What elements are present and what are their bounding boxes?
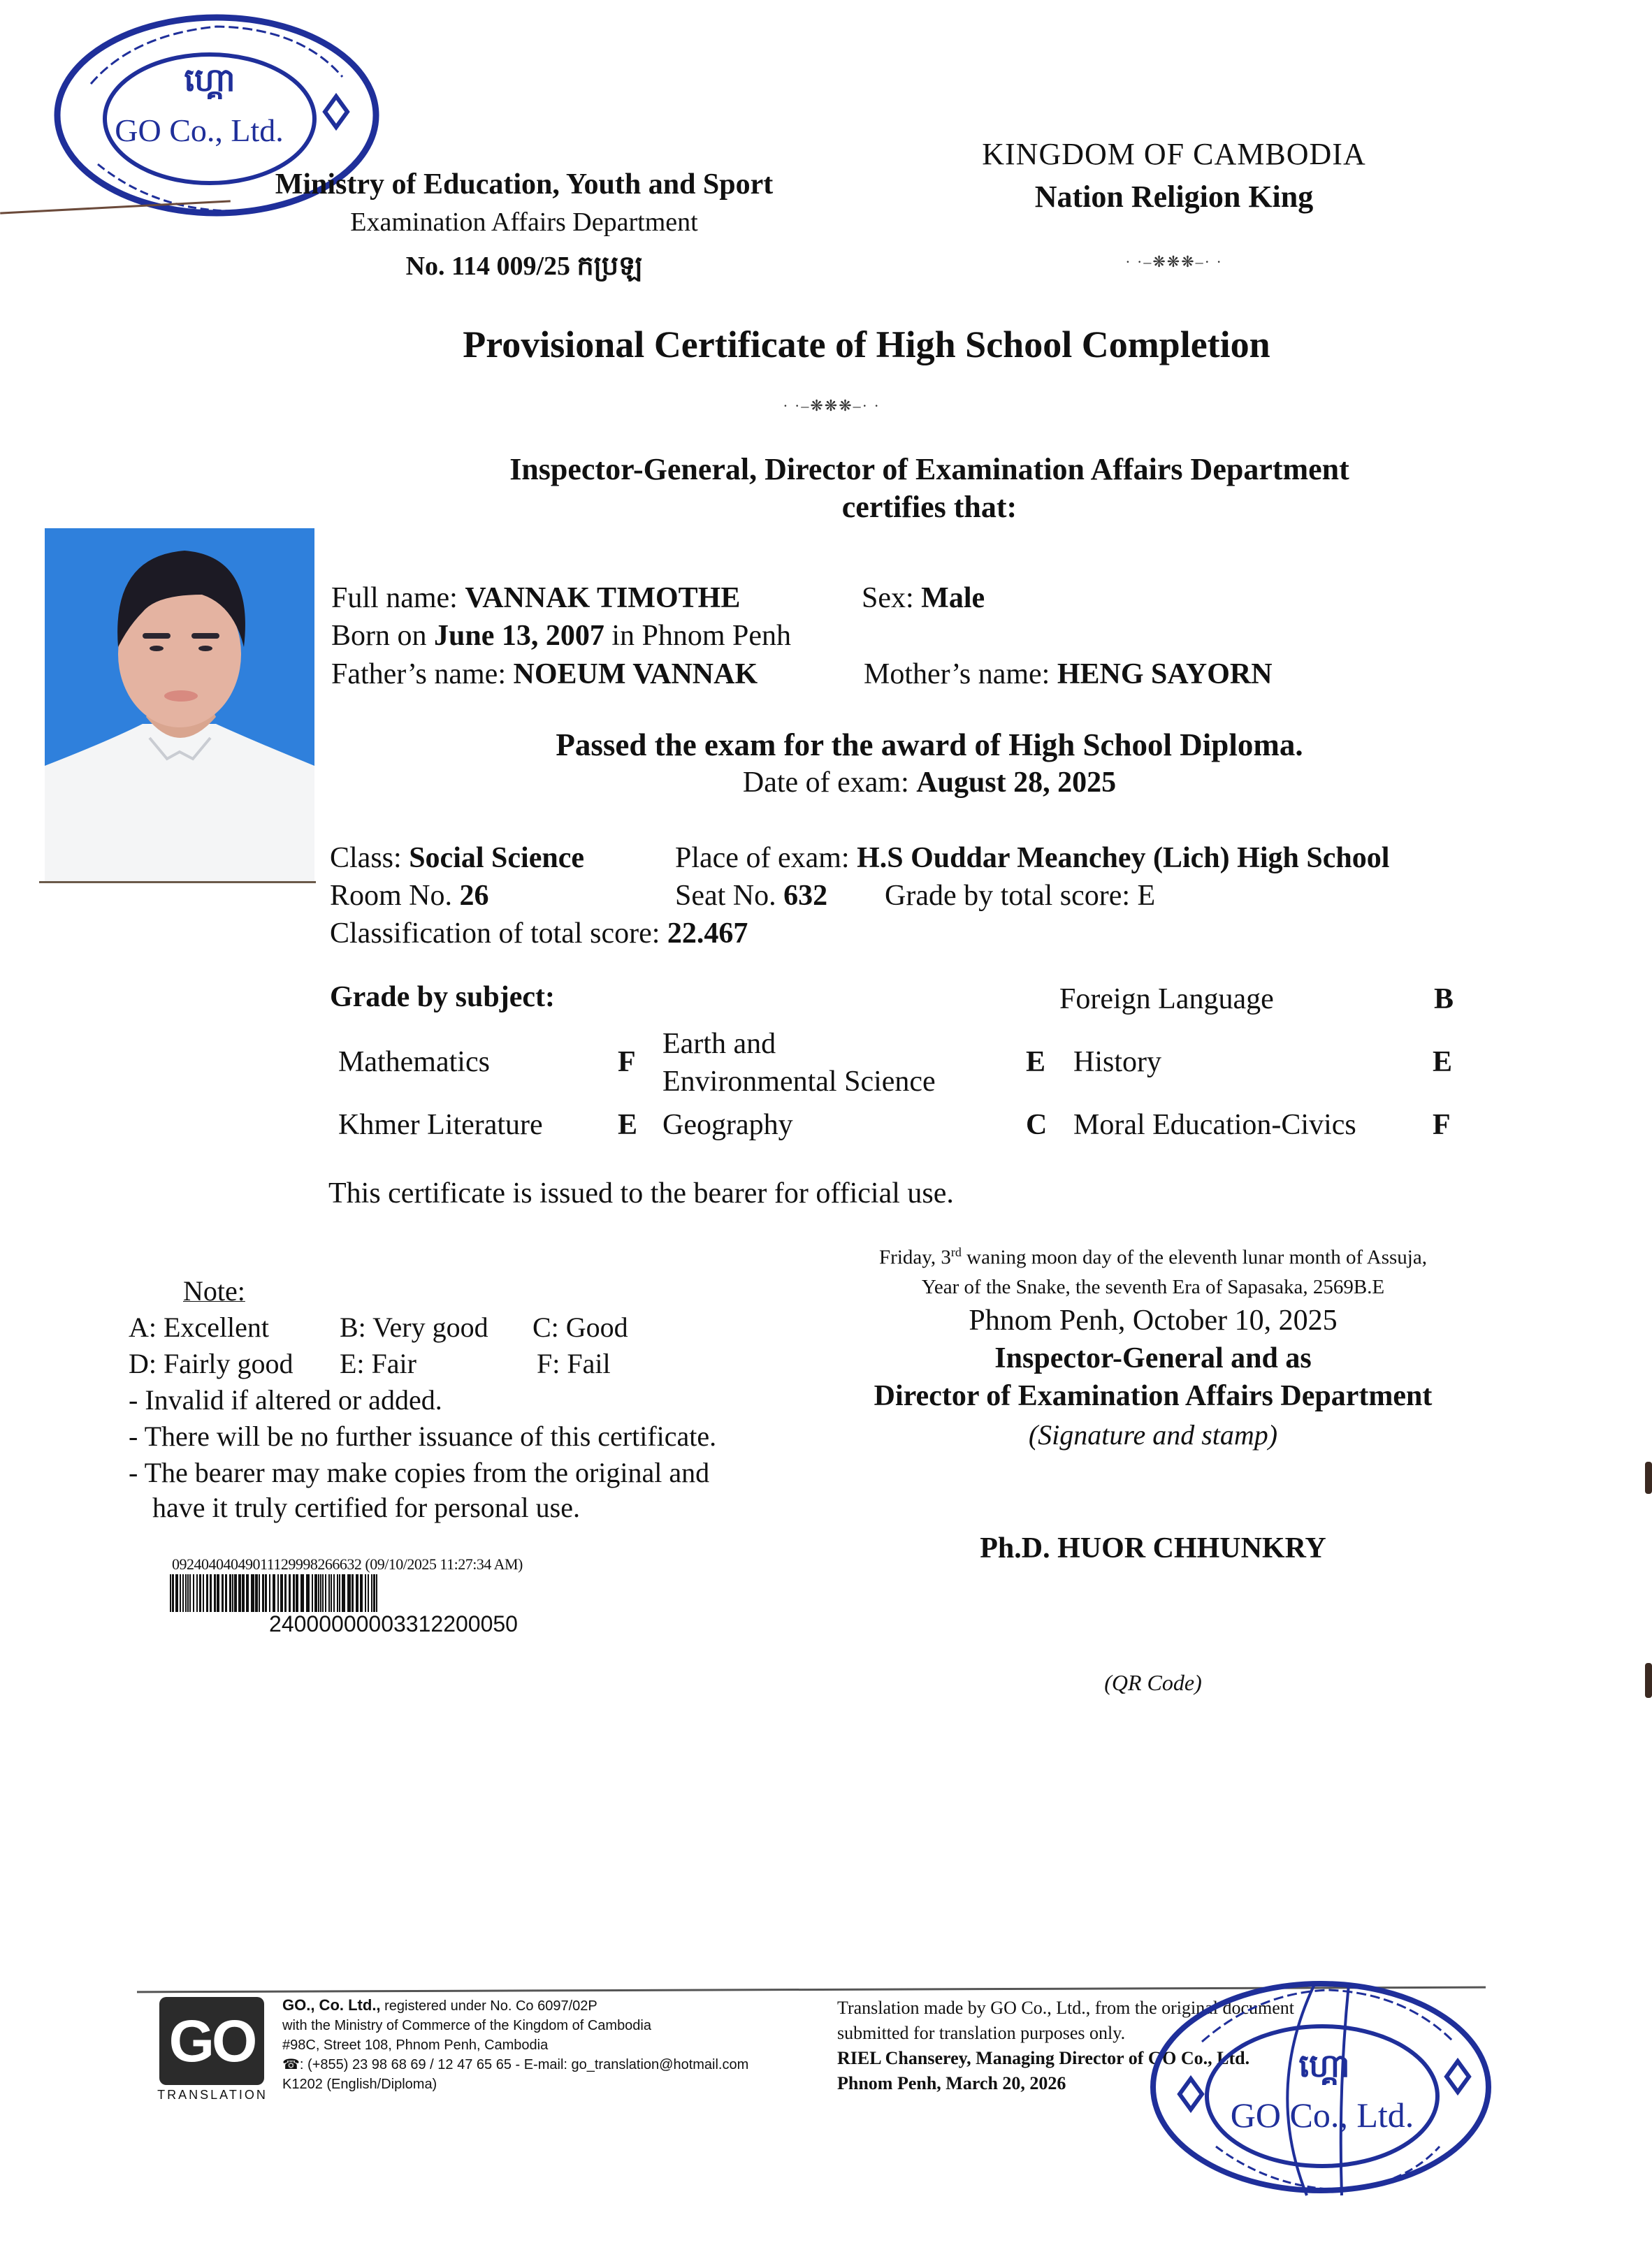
binding-mark [1645,1663,1652,1698]
barcode-bar [376,1574,377,1612]
company-info [282,1996,748,2094]
lunar-line1-sup: rd [950,1245,962,1259]
barcode-bar [238,1574,241,1612]
barcode-bar [280,1574,283,1612]
national-motto: Nation Religion King [1034,180,1314,214]
barcode-bar [312,1574,313,1612]
company-ministry: with the Ministry of Commerce of the Kingdom of Cambodia [282,2018,651,2033]
stamp-text: GO Co., Ltd. [115,112,284,148]
born-date: June 13, 2007 [434,620,604,652]
barcode-bar [328,1574,330,1612]
company-contact: : (+855) 23 98 68 69 / 12 47 65 65 - E-mail: go_translation@hotmail.com [299,2057,749,2072]
barcode-bar [284,1574,287,1612]
barcode-bar [255,1574,258,1612]
classification-value: 22.467 [667,917,748,950]
barcode-bar [185,1574,187,1612]
barcode-bar [229,1574,231,1612]
father-label: Father’s name: [331,658,506,690]
room-value: 26 [459,880,489,912]
barcode-bar [300,1574,304,1612]
lunar-line1-pre: Friday, 3 [879,1246,951,1269]
barcode-bar [187,1574,189,1612]
class-row [330,841,584,875]
ornament-divider: · ·–❋❋❋–· · [783,397,881,414]
barcode-bar [234,1574,237,1612]
photo-underline [39,881,316,883]
barcode-bar [320,1574,321,1612]
translation-purpose: submitted for translation purposes only. [837,2023,1126,2043]
barcode-bar [339,1574,340,1612]
classification-label: Classification of total score: [330,917,660,950]
barcode-bar [373,1574,375,1612]
sex-row [862,581,985,615]
barcode-bar [356,1574,358,1612]
barcode-bar [314,1574,317,1612]
go-translation-logo-sub: TRANSLATION [157,2088,268,2102]
note-item: have it truly certified for personal use. [152,1492,580,1523]
certificate-title: Provisional Certificate of High School Completion [463,324,1270,365]
grade-total-label: Grade by total score: [885,880,1131,912]
grade-geography: C [1026,1109,1048,1141]
kingdom-title: KINGDOM OF CAMBODIA [982,137,1366,171]
translation-statement: Translation made by GO Co., Ltd., from the original document [837,1998,1294,2018]
svg-text:ហ្គោ: ហ្គោ [184,61,236,99]
grade-khmer-literature: E [618,1109,638,1141]
barcode-number: 24000000003312200050 [269,1611,518,1636]
sex-value: Male [921,582,985,614]
subject-geography: Geography [662,1109,793,1141]
seat-row [675,879,827,913]
barcode-bar [273,1574,275,1612]
barcode-bar [206,1574,208,1612]
class-value: Social Science [409,842,584,874]
legend-b: B: Very good [340,1312,488,1343]
grade-by-subject-heading: Grade by subject: [330,981,555,1013]
father-row [331,658,758,691]
note-item: - The bearer may make copies from the original and [129,1457,710,1488]
barcode-bar [193,1574,194,1612]
barcode-bar [172,1574,174,1612]
legend-e: E: Fair [340,1348,416,1379]
certifier-line: Inspector-General, Director of Examination Affairs Department [509,452,1349,486]
class-label: Class: [330,842,402,874]
barcode-bar [352,1574,354,1612]
legend-c: C: Good [532,1312,628,1343]
sex-label: Sex: [862,582,914,614]
signatory-title2: Director of Examination Affairs Department [874,1380,1433,1412]
legend-f: F: Fail [537,1348,611,1379]
binding-mark [1645,1462,1652,1494]
barcode-bar [189,1574,191,1612]
qr-code-placeholder: (QR Code) [1104,1670,1202,1695]
barcode-bar [175,1574,178,1612]
student-photo [45,528,314,881]
lunar-date-line2: Year of the Snake, the seventh Era of Sapasaka, 2569B.E [921,1276,1385,1298]
document-reference: K1202 (English/Diploma) [282,2077,437,2092]
barcode-bar [217,1574,219,1612]
mother-value: HENG SAYORN [1057,658,1273,690]
barcode-bar [342,1574,345,1612]
subject-history: History [1073,1046,1161,1078]
barcode-bar [365,1574,366,1612]
mother-row [864,658,1273,691]
document-number: No. 114 009/25 កប្រឡ [405,252,643,281]
grade-history: E [1433,1046,1453,1078]
barcode-bar [371,1574,372,1612]
born-place: in Phnom Penh [611,620,792,652]
grade-foreign-language: B [1434,983,1454,1015]
exam-date-value: August 28, 2025 [916,767,1117,799]
department-name: Examination Affairs Department [350,208,698,237]
barcode-bar [289,1574,291,1612]
company-name: GO., Co. Ltd., [282,1996,381,2014]
translator-name: RIEL Chanserey, Managing Director of GO Co., Ltd. [837,2048,1250,2068]
seat-value: 632 [783,880,828,912]
legend-d: D: Fairly good [129,1348,294,1379]
barcode [170,1574,615,1612]
stamp-text: GO Co., Ltd. [1230,2095,1414,2135]
passed-statement: Passed the exam for the award of High School Diploma. [556,727,1303,762]
barcode-bar [259,1574,260,1612]
full-name-row [331,581,740,615]
lunar-line1-post: waning moon day of the eleventh lunar month of Assuja, [961,1246,1427,1269]
certifies-that: certifies that: [841,490,1017,524]
place-label: Place of exam: [675,842,850,874]
lunar-date-line1 [769,1245,1537,1270]
company-address: #98C, Street 108, Phnom Penh, Cambodia [282,2038,549,2053]
barcode-bar [368,1574,369,1612]
note-item: - Invalid if altered or added. [129,1384,442,1416]
barcode-bar [360,1574,363,1612]
seat-label: Seat No. [675,880,776,912]
translation-date: Phnom Penh, March 20, 2026 [837,2073,1066,2093]
signatory-title1: Inspector-General and as [994,1342,1312,1374]
barcode-bar [331,1574,332,1612]
grade-earth-science: E [1026,1046,1046,1078]
barcode-bar [277,1574,279,1612]
place-value: H.S Ouddar Meanchey (Lich) High School [857,842,1390,874]
subject-mathematics: Mathematics [338,1046,490,1078]
room-row [330,879,489,913]
barcode-bar [222,1574,224,1612]
barcode-bar [325,1574,326,1612]
barcode-bar [225,1574,227,1612]
svg-text:ហ្គោ: ហ្គោ [1298,2047,1350,2084]
father-value: NOEUM VANNAK [513,658,758,690]
barcode-bar [180,1574,181,1612]
subject-foreign-language: Foreign Language [1059,983,1274,1015]
grade-mathematics: F [618,1046,636,1078]
barcode-bar [347,1574,351,1612]
note-title: Note: [183,1275,245,1307]
phone-icon: ☎ [282,2057,300,2072]
barcode-bar [196,1574,198,1612]
barcode-bar [210,1574,212,1612]
barcode-bar [306,1574,310,1612]
barcode-bar [199,1574,201,1612]
note-item: - There will be no further issuance of this certificate. [129,1421,717,1452]
barcode-bar [232,1574,233,1612]
full-name-label: Full name: [331,582,458,614]
exam-date-row [335,766,1523,799]
barcode-bar [246,1574,249,1612]
subject-earth-line1: Earth and [662,1028,776,1060]
grade-total-row [885,879,1155,913]
barcode-bar [251,1574,254,1612]
subject-khmer-literature: Khmer Literature [338,1109,543,1141]
barcode-bar [214,1574,216,1612]
go-translation-logo: GO [159,1997,264,2085]
barcode-bar [269,1574,270,1612]
place-row [675,841,1389,875]
barcode-bar [170,1574,171,1612]
barcode-bar [337,1574,338,1612]
barcode-bar [296,1574,298,1612]
subject-earth-line2: Environmental Science [662,1066,936,1098]
full-name-value: VANNAK TIMOTHE [465,582,741,614]
barcode-bar [318,1574,319,1612]
barcode-bar [265,1574,267,1612]
company-registration: registered under No. Co 6097/02P [380,1998,597,2014]
ornament-divider: · ·–❋❋❋–· · [1125,253,1223,270]
barcode-bar [293,1574,295,1612]
birth-row [331,619,791,653]
barcode-bar [322,1574,324,1612]
signature-note: (Signature and stamp) [1028,1419,1278,1451]
signatory-name: Ph.D. HUOR CHHUNKRY [980,1532,1326,1564]
barcode-bar [242,1574,245,1612]
exam-date-label: Date of exam: [742,767,909,799]
barcode-bar [333,1574,335,1612]
classification-row [330,917,748,950]
barcode-bar [182,1574,184,1612]
go-company-stamp-bottom [1139,1972,1502,2202]
grade-total-value: E [1137,880,1156,912]
official-use-statement: This certificate is issued to the bearer for official use. [328,1177,954,1210]
mother-label: Mother’s name: [864,658,1050,690]
grade-moral-education: F [1433,1109,1451,1141]
barcode-bar [203,1574,204,1612]
ministry-name: Ministry of Education, Youth and Sport [275,168,774,201]
subject-moral-education: Moral Education-Civics [1073,1109,1356,1141]
legend-a: A: Excellent [129,1312,270,1343]
barcode-caption: 09240404049011129998266632 (09/10/2025 11:27:34 AM) [172,1555,523,1573]
born-label: Born on [331,620,427,652]
issue-place-date: Phnom Penh, October 10, 2025 [969,1305,1338,1337]
room-label: Room No. [330,880,453,912]
barcode-bar [262,1574,264,1612]
